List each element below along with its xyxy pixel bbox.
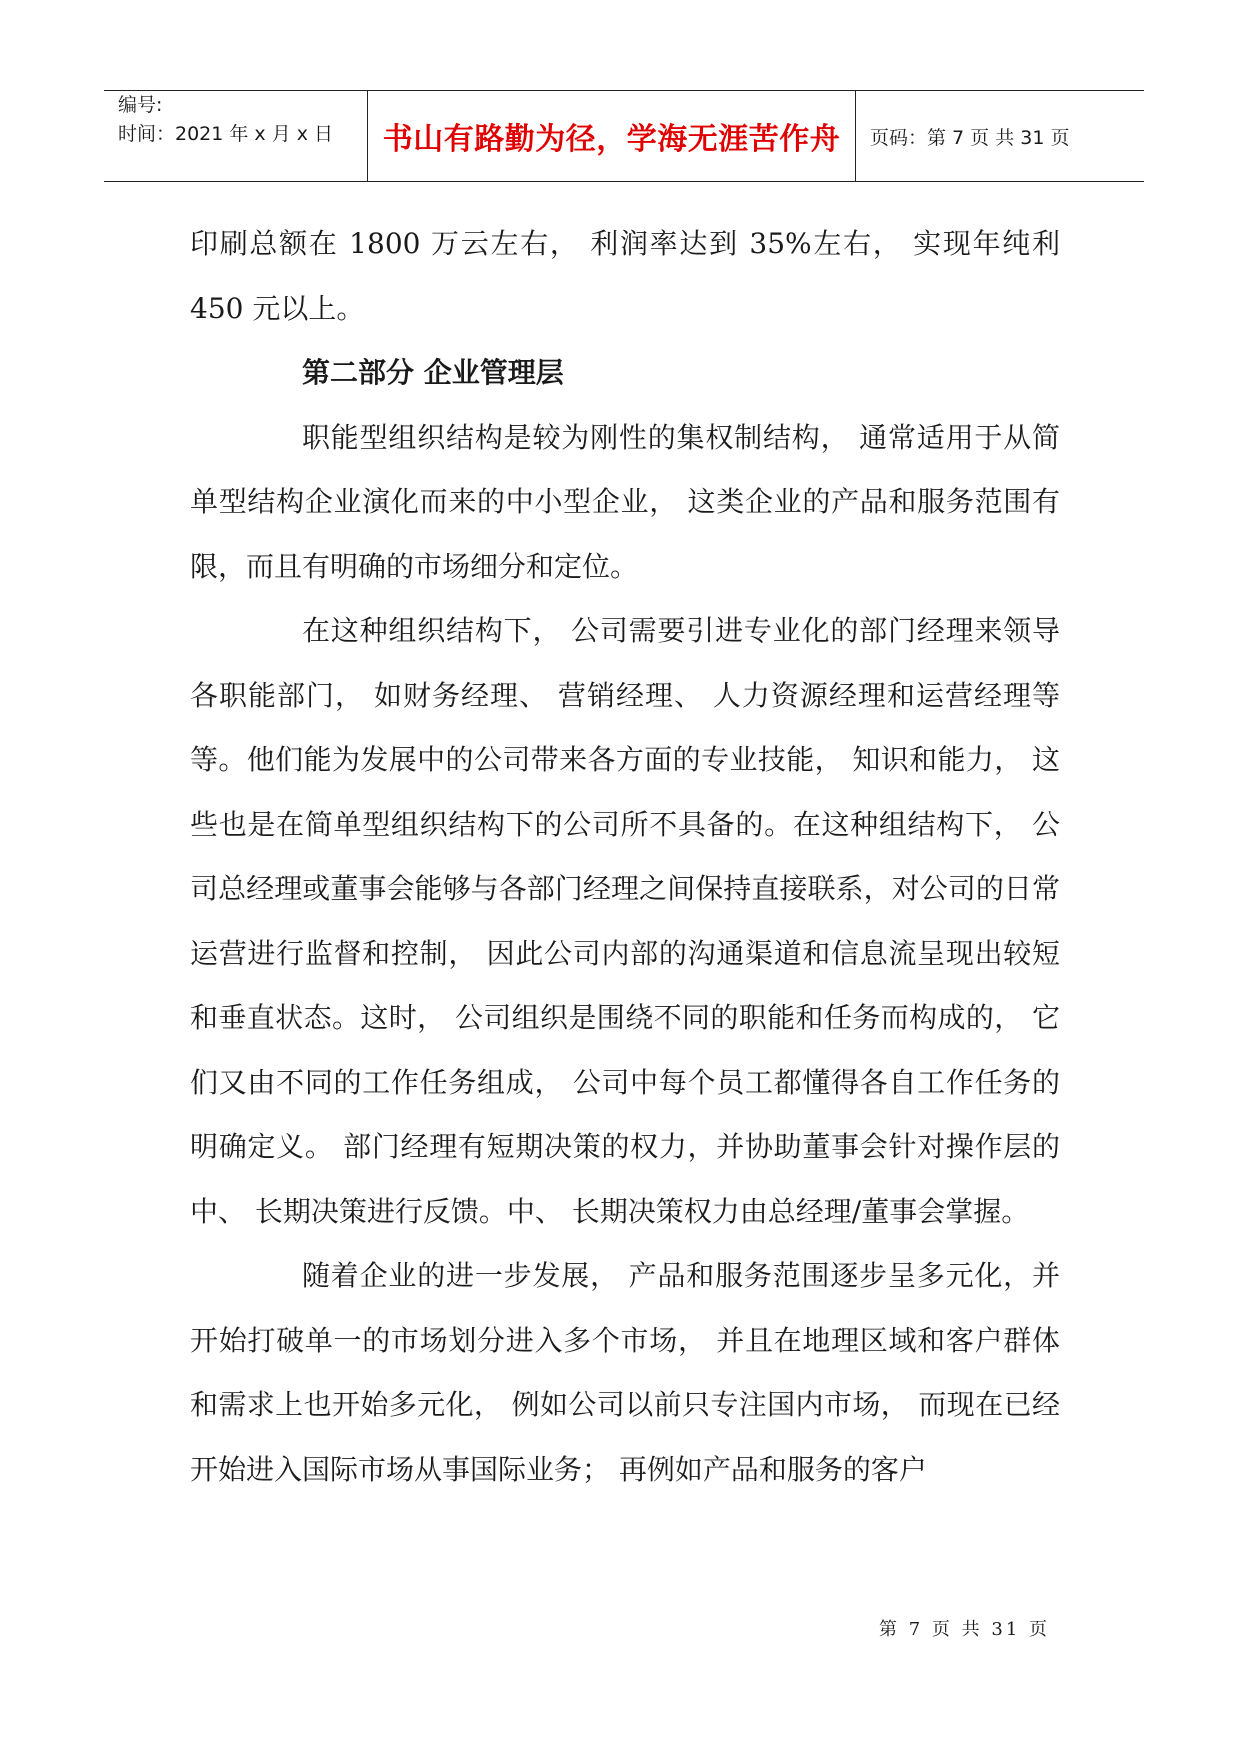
page-footer [879,1615,1050,1641]
document-header [104,90,1144,182]
header-motto [368,91,856,181]
document-body [190,212,1060,1502]
time-label: 时间：2021 年 x 月 x 日 [118,123,334,145]
paragraph-4: 随着企业的进一步发展， 产品和服务范围逐步呈多元化，并开始打破单一的市场划分进入多个市场， 并且在地理区域和客户群体和需求上也开始多元化， 例如公司以前只专注国内市场， 而现在已经开始进入国际市场从事国际业务； 再例如产品和服务的客户 [190,1259,1060,1486]
header-meta [104,91,368,181]
page-code-text: 页码：第 7 页 共 31 页 [870,126,1070,149]
footer-page-info: 第 7 页 共 31 页 [879,1619,1050,1640]
header-page-code [856,91,1144,181]
paragraph-2: 职能型组织结构是较为刚性的集权制结构， 通常适用于从简单型结构企业演化而来的中小型企业， 这类企业的产品和服务范围有限，而且有明确的市场细分和定位。 [190,420,1060,583]
motto-text: 书山有路勤为径，学海无涯苦作舟 [382,122,841,157]
paragraph-3: 在这种组织结构下， 公司需要引进专业化的部门经理来领导各职能部门， 如财务经理、 营销经理、 人力资源经理和运营经理等等。他们能为发展中的公司带来各方面的专业技能， 知识和能力， 这些也是在简单型组织结构下的公司所不具备的。在这种组结构下， 公司总经理或董事会能够与各部门经理之间保持直接联系，对公司的日常运营进行监督和控制， 因此公司内部的沟通渠道和信息流呈现出较短和垂直状态。这时， 公司组织是围绕不同的职能和任务而构成的， 它们又由不同的工作任务组成， 公司中每个员工都懂得各自工作任务的明确定义。 部门经理有短期决策的权力，并协助董事会针对操作层的中、 长期决策进行反馈。中、 长期决策权力由总经理/董事会掌握。 [190,614,1060,1228]
section-heading: 第二部分 企业管理层 [302,356,564,389]
number-label: 编号: [118,94,163,116]
paragraph-1: 印刷总额在 1800 万云左右， 利润率达到 35%左右， 实现年纯利 450 元以上。 [190,227,1060,325]
